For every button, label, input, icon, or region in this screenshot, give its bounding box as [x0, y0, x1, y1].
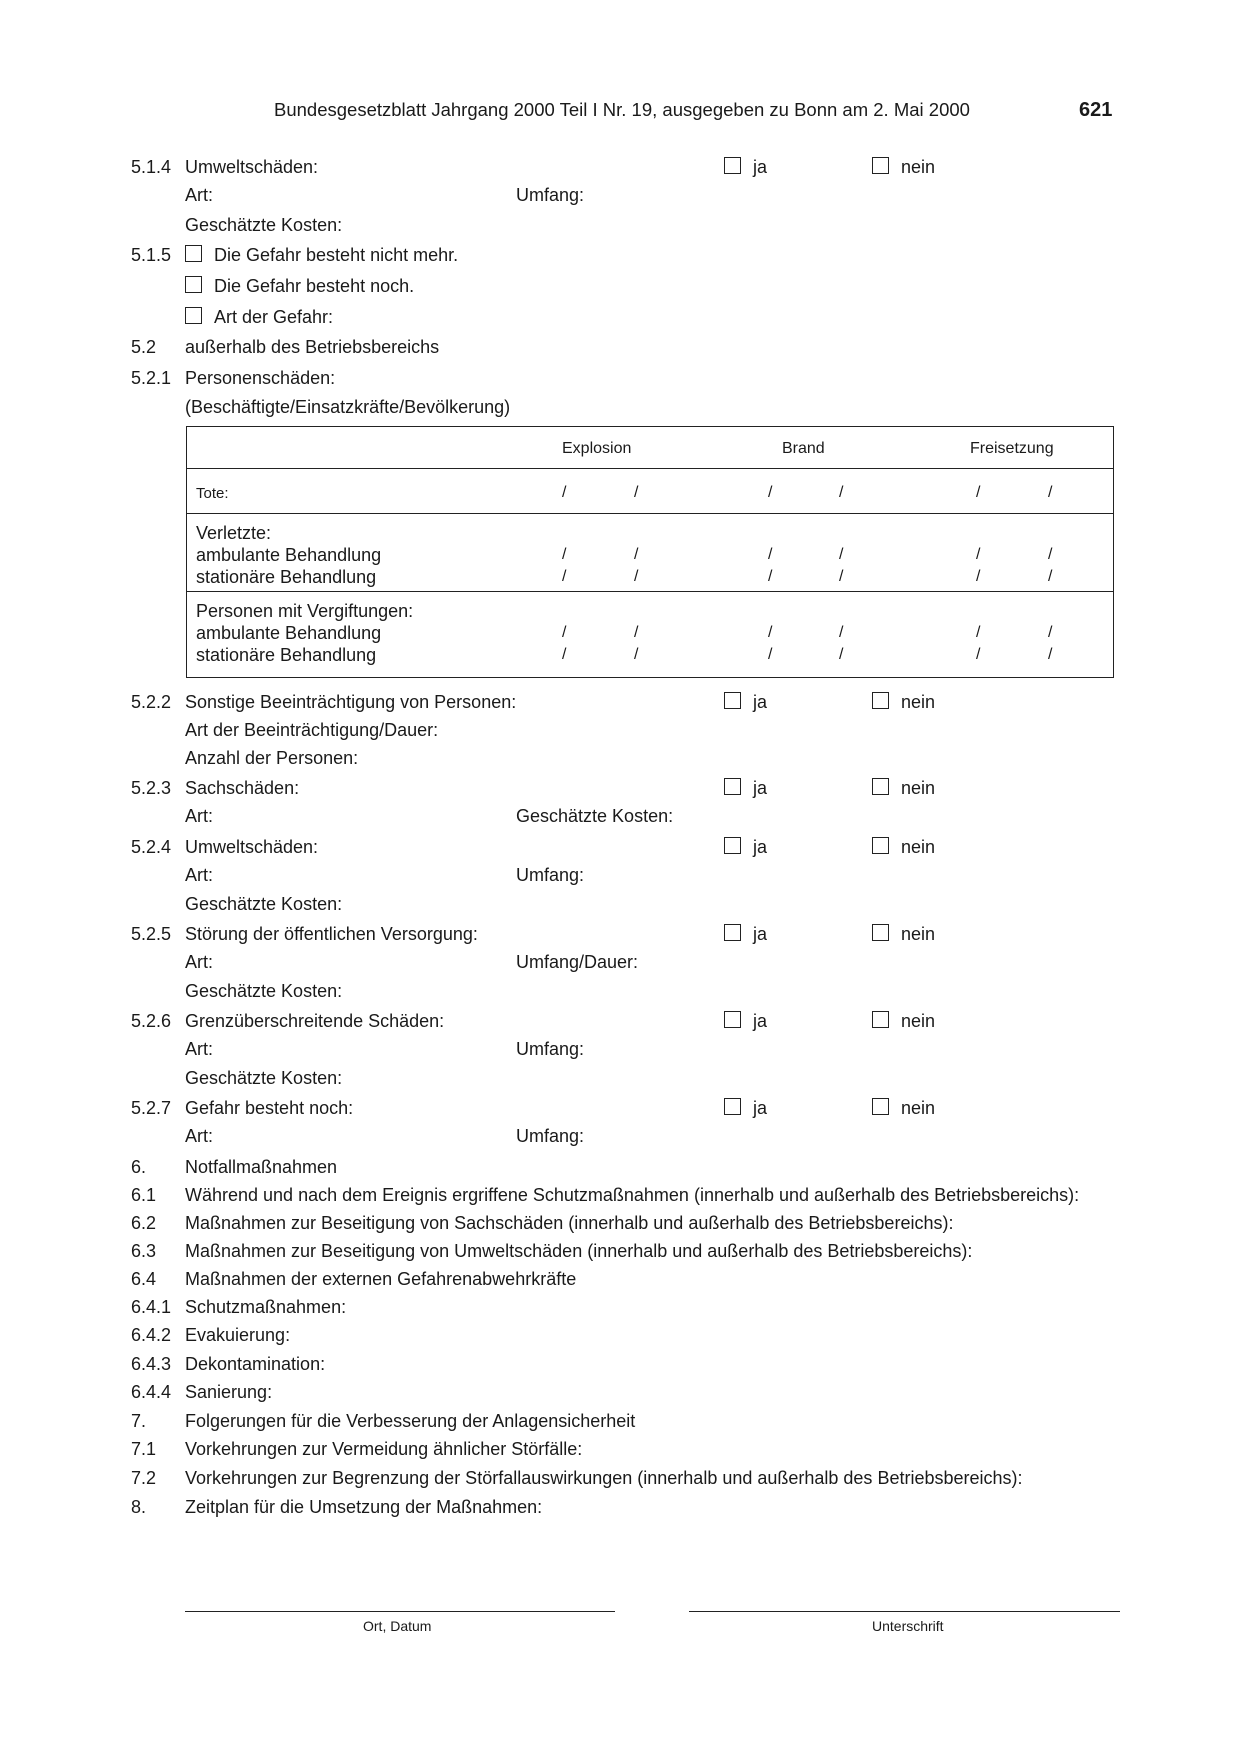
option-nein-label: nein — [901, 778, 936, 798]
slash-vergiftung-ambulant: / — [1048, 624, 1053, 641]
slash-vergiftung-ambulant: / — [976, 624, 981, 641]
checkbox-ja[interactable] — [724, 924, 741, 941]
row-label-vergiftungen: Personen mit Vergiftungen: — [196, 601, 414, 621]
slash-verletzte-stationaer: / — [1048, 568, 1053, 585]
option-nein-label: nein — [901, 924, 936, 944]
umfang-field[interactable] — [598, 866, 936, 884]
row-label-verletzte: Verletzte: — [196, 523, 272, 543]
option-nein-label: nein — [901, 837, 936, 857]
section-number: 7. — [131, 1411, 147, 1431]
column-header-brand: Brand — [782, 440, 825, 457]
option-nein-label: nein — [901, 157, 936, 177]
kosten-field[interactable] — [358, 1069, 936, 1087]
checkbox-nein[interactable] — [872, 778, 889, 795]
field-label: Art: — [185, 1039, 214, 1059]
option-nein-label: nein — [901, 1011, 936, 1031]
art-field[interactable] — [219, 186, 481, 204]
field-label: Anzahl der Personen: — [185, 748, 359, 768]
option-ja-label: ja — [753, 924, 768, 944]
field-label: Umfang/Dauer: — [516, 952, 639, 972]
row-label-ambulant: ambulante Behandlung — [196, 623, 382, 643]
option-ja-label: ja — [753, 157, 768, 177]
section-number: 5.2.1 — [131, 368, 172, 388]
checkbox-nein[interactable] — [872, 1098, 889, 1115]
art-field[interactable] — [219, 953, 481, 971]
section-number: 5.2.3 — [131, 778, 172, 798]
row-label-stationaer: stationäre Behandlung — [196, 645, 377, 665]
slash-vergiftung-stationaer: / — [768, 646, 773, 663]
option-nein-label: nein — [901, 692, 936, 712]
section-text: Maßnahmen zur Beseitigung von Umweltschäden (innerhalb und außerhalb des Betriebsbereichs): — [185, 1241, 973, 1261]
section-heading: außerhalb des Betriebsbereichs — [185, 337, 440, 357]
section-number: 6.1 — [131, 1185, 157, 1205]
slash-verletzte-stationaer: / — [976, 568, 981, 585]
checkbox-nein[interactable] — [872, 1011, 889, 1028]
section-number: 5.2.6 — [131, 1011, 172, 1031]
section-text: Zeitplan für die Umsetzung der Maßnahmen: — [185, 1497, 543, 1517]
section-number: 6. — [131, 1157, 147, 1177]
slash-tote: / — [1048, 484, 1053, 501]
section-text: Während und nach dem Ereignis ergriffene Schutzmaßnahmen (innerhalb und außerhalb des Betriebsbereichs): — [185, 1185, 1080, 1205]
slash-verletzte-stationaer: / — [634, 568, 639, 585]
section-label: Personenschäden: — [185, 368, 336, 388]
checkbox-nein[interactable] — [872, 837, 889, 854]
section-number: 5.2.7 — [131, 1098, 172, 1118]
option-ja-label: ja — [753, 778, 768, 798]
field-label: Umfang: — [516, 185, 585, 205]
section-number: 6.4.4 — [131, 1382, 172, 1402]
section-label: Grenzüberschreitende Schäden: — [185, 1011, 445, 1031]
section-text: Schutzmaßnahmen: — [185, 1297, 347, 1317]
checkbox-ja[interactable] — [724, 778, 741, 795]
section-number: 5.2 — [131, 337, 157, 357]
checkbox-nein[interactable] — [872, 924, 889, 941]
checkbox-art-der-gefahr[interactable] — [185, 307, 202, 324]
option-ja-label: ja — [753, 1011, 768, 1031]
slash-verletzte-ambulant: / — [634, 546, 639, 563]
umfang-field[interactable] — [598, 186, 936, 204]
art-field[interactable] — [219, 807, 481, 825]
section-number: 5.2.4 — [131, 837, 172, 857]
section-label: Umweltschäden: — [185, 157, 319, 177]
kosten-field[interactable] — [358, 982, 936, 1000]
section-sublabel: (Beschäftigte/Einsatzkräfte/Bevölkerung) — [185, 397, 511, 417]
field-label: Art: — [185, 865, 214, 885]
column-header-explosion: Explosion — [562, 440, 632, 457]
kosten-field[interactable] — [686, 807, 936, 825]
field-label: Art: — [185, 952, 214, 972]
slash-verletzte-ambulant: / — [976, 546, 981, 563]
slash-vergiftung-stationaer: / — [976, 646, 981, 663]
column-header-freisetzung: Freisetzung — [970, 440, 1054, 457]
field-label: Geschätzte Kosten: — [185, 215, 343, 235]
section-text: Sanierung: — [185, 1382, 273, 1402]
section-text: Vorkehrungen zur Vermeidung ähnlicher Störfälle: — [185, 1439, 583, 1459]
checkbox-nein[interactable] — [872, 157, 889, 174]
field-label: Art: — [185, 806, 214, 826]
checkbox-ja[interactable] — [724, 837, 741, 854]
field-label: Geschätzte Kosten: — [516, 806, 674, 826]
checkbox-gefahr-noch[interactable] — [185, 276, 202, 293]
section-number: 5.2.2 — [131, 692, 172, 712]
slash-verletzte-ambulant: / — [768, 546, 773, 563]
field-label: Geschätzte Kosten: — [185, 894, 343, 914]
section-label: Umweltschäden: — [185, 837, 319, 857]
slash-tote: / — [562, 484, 567, 501]
row-label-ambulant: ambulante Behandlung — [196, 545, 382, 565]
option-label: Die Gefahr besteht noch. — [214, 276, 415, 296]
checkbox-ja[interactable] — [724, 157, 741, 174]
art-field[interactable] — [219, 1040, 481, 1058]
section-number: 8. — [131, 1497, 147, 1517]
slash-vergiftung-stationaer: / — [634, 646, 639, 663]
section-number: 6.3 — [131, 1241, 157, 1261]
checkbox-ja[interactable] — [724, 1011, 741, 1028]
section-number: 5.1.5 — [131, 245, 172, 265]
signature-line[interactable] — [689, 1611, 1120, 1612]
row-label-stationaer: stationäre Behandlung — [196, 567, 377, 587]
section-label: Sachschäden: — [185, 778, 300, 798]
section-number: 6.2 — [131, 1213, 157, 1233]
section-number: 6.4.2 — [131, 1325, 172, 1345]
slash-verletzte-stationaer: / — [768, 568, 773, 585]
slash-verletzte-stationaer: / — [562, 568, 567, 585]
option-ja-label: ja — [753, 837, 768, 857]
art-der-gefahr-field[interactable] — [346, 308, 936, 326]
slash-verletzte-ambulant: / — [839, 546, 844, 563]
section-text: Vorkehrungen zur Begrenzung der Störfallauswirkungen (innerhalb und außerhalb des Betriebsbereichs): — [185, 1468, 1023, 1488]
umfang-field[interactable] — [598, 1040, 936, 1058]
section-text: Notfallmaßnahmen — [185, 1157, 338, 1177]
section-number: 6.4 — [131, 1269, 157, 1289]
art-field[interactable] — [219, 866, 481, 884]
section-text: Maßnahmen zur Beseitigung von Sachschäden (innerhalb und außerhalb des Betriebsbereichs): — [185, 1213, 954, 1233]
page-number: 621 — [1079, 99, 1113, 121]
option-nein-label: nein — [901, 1098, 936, 1118]
art-field[interactable] — [219, 1127, 481, 1145]
gazette-header: Bundesgesetzblatt Jahrgang 2000 Teil I Nr. 19, ausgegeben zu Bonn am 2. Mai 2000 — [274, 99, 970, 120]
section-number: 6.4.1 — [131, 1297, 172, 1317]
checkbox-nein[interactable] — [872, 692, 889, 709]
section-text: Evakuierung: — [185, 1325, 291, 1345]
place-date-label: Ort, Datum — [363, 1618, 432, 1634]
umfang-field[interactable] — [598, 1127, 936, 1145]
section-text: Folgerungen für die Verbesserung der Anlagensicherheit — [185, 1411, 636, 1431]
section-text: Maßnahmen der externen Gefahrenabwehrkräfte — [185, 1269, 577, 1289]
field-label: Art der Beeinträchtigung/Dauer: — [185, 720, 439, 740]
slash-vergiftung-stationaer: / — [839, 646, 844, 663]
slash-verletzte-stationaer: / — [839, 568, 844, 585]
row-label-tote: Tote: — [196, 485, 229, 502]
section-number: 5.1.4 — [131, 157, 172, 177]
section-number: 5.2.5 — [131, 924, 172, 944]
slash-tote: / — [634, 484, 639, 501]
field-label: Umfang: — [516, 865, 585, 885]
option-label: Die Gefahr besteht nicht mehr. — [214, 245, 459, 265]
slash-vergiftung-ambulant: / — [768, 624, 773, 641]
section-number: 6.4.3 — [131, 1354, 172, 1374]
slash-vergiftung-stationaer: / — [562, 646, 567, 663]
option-label: Art der Gefahr: — [214, 307, 334, 327]
field-label: Art: — [185, 185, 214, 205]
section-number: 7.2 — [131, 1468, 157, 1488]
slash-vergiftung-ambulant: / — [634, 624, 639, 641]
field-label: Art: — [185, 1126, 214, 1146]
checkbox-ja[interactable] — [724, 1098, 741, 1115]
field-label: Umfang: — [516, 1039, 585, 1059]
slash-vergiftung-stationaer: / — [1048, 646, 1053, 663]
option-ja-label: ja — [753, 692, 768, 712]
slash-vergiftung-ambulant: / — [562, 624, 567, 641]
kosten-field[interactable] — [358, 895, 936, 913]
slash-tote: / — [768, 484, 773, 501]
option-ja-label: ja — [753, 1098, 768, 1118]
slash-verletzte-ambulant: / — [562, 546, 567, 563]
section-text: Dekontamination: — [185, 1354, 326, 1374]
place-date-line[interactable] — [185, 1611, 615, 1612]
umfang-dauer-field[interactable] — [650, 953, 936, 971]
kosten-field[interactable] — [358, 216, 936, 234]
checkbox-ja[interactable] — [724, 692, 741, 709]
field-label: Geschätzte Kosten: — [185, 1068, 343, 1088]
field-label: Umfang: — [516, 1126, 585, 1146]
slash-verletzte-ambulant: / — [1048, 546, 1053, 563]
field-label: Geschätzte Kosten: — [185, 981, 343, 1001]
slash-tote: / — [839, 484, 844, 501]
signature-label: Unterschrift — [872, 1618, 944, 1634]
section-number: 7.1 — [131, 1439, 157, 1459]
section-label: Gefahr besteht noch: — [185, 1098, 354, 1118]
section-label: Störung der öffentlichen Versorgung: — [185, 924, 478, 944]
checkbox-gefahr-nicht-mehr[interactable] — [185, 245, 202, 262]
anzahl-field[interactable] — [366, 749, 936, 767]
section-label: Sonstige Beeinträchtigung von Personen: — [185, 692, 517, 712]
slash-tote: / — [976, 484, 981, 501]
beeintraechtigung-field[interactable] — [455, 721, 936, 739]
slash-vergiftung-ambulant: / — [839, 624, 844, 641]
